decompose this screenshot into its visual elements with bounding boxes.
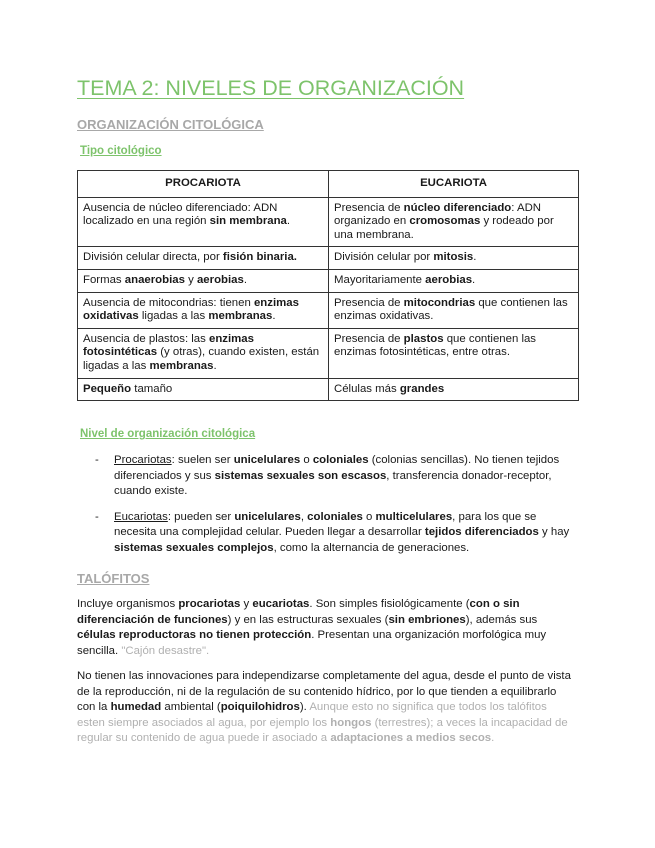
column-header-eucariota: EUCARIOTA: [329, 171, 579, 198]
list-item: [77, 510, 577, 557]
table-cell-eucariota: Presencia de mitocondrias que contienen las enzimas oxidativas.: [329, 292, 579, 328]
table-cell-eucariota: División celular por mitosis.: [329, 247, 579, 270]
section-heading-talofitos: TALÓFITOS: [77, 571, 150, 586]
bullet-dash: -: [95, 510, 99, 523]
table-cell-eucariota: Mayoritariamente aerobias.: [329, 269, 579, 292]
table-cell-procariota: Pequeño tamaño: [78, 378, 329, 401]
section-heading-organizacion-citologica: ORGANIZACIÓN CITOLÓGICA: [77, 117, 264, 132]
page-title: TEMA 2: NIVELES DE ORGANIZACIÓN: [77, 76, 465, 100]
list-item: [77, 453, 577, 500]
table-header-row: [78, 171, 579, 198]
column-header-procariota: PROCARIOTA: [78, 171, 329, 198]
bullet-term: Procariotas: [114, 454, 172, 466]
table-cell-procariota: Ausencia de núcleo diferenciado: ADN localizado en una región sin membrana.: [78, 197, 329, 247]
subsection-heading-nivel-organizacion: Nivel de organización citológica: [80, 428, 256, 440]
paragraph-talofitos-agua: No tienen las innovaciones para independizarse completamente del agua, desde el punto de vista de la reproducción, ni de la regulación de su contenido hídrico, por lo que tienden a equilibrarlo con la humedad ambiental (poiquilohidros). Aunque esto no significa que todos los talófitos esten siempre asociados al agua, por ejemplo los hongos (terrestres); a veces la incapacidad de regular su contenido de agua puede ir asociado a adaptaciones a medios secos.: [77, 670, 571, 745]
table-cell-procariota: División celular directa, por fisión binaria.: [78, 247, 329, 270]
paragraph-talofitos-intro: Incluye organismos procariotas y eucariotas. Son simples fisiológicamente (con o sin diferenciación de funciones) y en las estructuras sexuales (sin embriones), además sus células reproductoras no tienen protección. Presentan una organización morfológica muy sencilla. "Cajón desastre".: [77, 598, 547, 657]
table-cell-eucariota: Presencia de núcleo diferenciado: ADN organizado en cromosomas y rodeado por una membrana.: [329, 197, 579, 247]
table-row: [78, 378, 579, 401]
table-row: [78, 197, 579, 247]
bullet-text: : suelen ser unicelulares o coloniales (colonias sencillas). No tienen tejidos diferenciados y sus sistemas sexuales son escasos, transferencia donador-receptor, cuando existe.: [114, 454, 560, 497]
bullet-term: Eucariotas: [114, 510, 168, 523]
table-cell-eucariota: Células más grandes: [329, 378, 579, 401]
table-cell-procariota: Ausencia de mitocondrias: tienen enzimas oxidativas ligadas a las membranas.: [78, 292, 329, 328]
table-cell-procariota: Ausencia de plastos: las enzimas fotosintéticas (y otras), cuando existen, están ligadas a las membranas.: [78, 328, 329, 378]
bullet-list: [77, 453, 577, 566]
comparison-table: [77, 170, 579, 401]
table-cell-procariota: Formas anaerobias y aerobias.: [78, 269, 329, 292]
subsection-heading-tipo-citologico: Tipo citológico: [80, 145, 162, 157]
bullet-dash: -: [95, 454, 99, 466]
table-cell-eucariota: Presencia de plastos que contienen las enzimas fotosintéticas, entre otras.: [329, 328, 579, 378]
table-row: [78, 328, 579, 378]
table-row: [78, 269, 579, 292]
bullet-text: : pueden ser unicelulares, coloniales o multicelulares, para los que se necesita una complejidad celular. Pueden llegar a desarrollar tejidos diferenciados y hay sistemas sexuales complejos, como la alternancia de generaciones.: [114, 510, 570, 554]
table-row: [78, 292, 579, 328]
table-row: [78, 247, 579, 270]
